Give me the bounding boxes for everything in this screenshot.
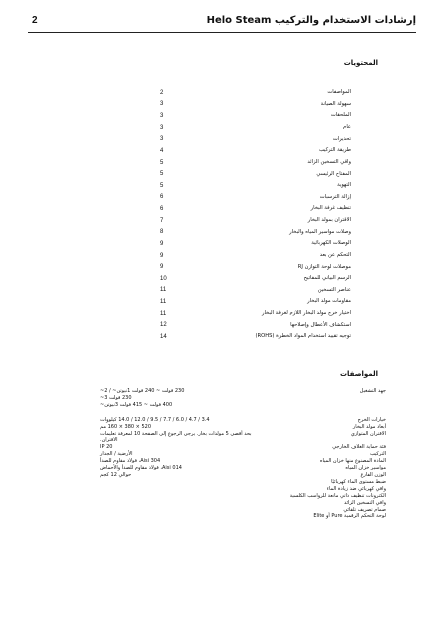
toc-page-number: 6 (160, 194, 164, 201)
toc-entry[interactable] (160, 273, 351, 285)
toc-entry[interactable] (160, 285, 351, 297)
toc-page-number: 3 (160, 136, 164, 143)
toc-label: توجيه تقييد استخدام المواد الخطرة (ROHS) (255, 333, 351, 340)
toc-page-number: 12 (160, 322, 167, 329)
spec-label: أبعاد مولد البخار (352, 423, 386, 430)
spec-label: مواسير خزان المياه (345, 465, 386, 472)
toc-entry[interactable] (160, 192, 351, 204)
spec-label: الكترونات تنظيف ذاتي مانعة للرواسب الكلسية (289, 492, 386, 499)
toc-label: عناصر التسخين (317, 286, 351, 293)
toc-label: سهولة الصيانة (320, 100, 351, 107)
spec-label: فئة حماية الغلاف الخارجي (332, 444, 386, 451)
toc-label: الملحقات (330, 112, 351, 119)
spec-row (100, 431, 386, 438)
toc-page-number: 11 (160, 310, 167, 317)
spec-row (100, 417, 386, 424)
spec-row (100, 472, 386, 479)
toc-label: تحذيرات (332, 135, 351, 142)
toc-entry[interactable] (160, 110, 351, 122)
spec-value: حوالي 12 كجم (100, 471, 132, 478)
spec-value: 520 × 380 × 160 مم (100, 423, 151, 430)
toc-entry[interactable] (160, 180, 351, 192)
header-title: إرشادات الاستخدام والتركيب Helo Steam (206, 15, 416, 26)
toc-page-number: 11 (160, 299, 167, 306)
toc-entry[interactable] (160, 215, 351, 227)
toc-page-number: 2 (160, 89, 164, 96)
spec-row (100, 437, 386, 444)
toc-page-number: 7 (160, 217, 164, 224)
spec-label: صمام تصريف تلقائي (343, 506, 386, 513)
toc-label: طريقة التركيب (318, 147, 351, 154)
toc-page-number: 8 (160, 229, 164, 236)
toc-label: الاقتران بمولد البخار (307, 217, 351, 224)
toc-page-number: 5 (160, 159, 164, 166)
toc-label: وصلات مواسير المياه والبخار (289, 228, 351, 235)
toc-label: التهوية (337, 182, 351, 189)
toc-entry[interactable] (160, 261, 351, 273)
spec-row (100, 444, 386, 451)
toc-entry[interactable] (160, 296, 351, 308)
toc-page-number: 4 (160, 147, 164, 154)
spec-row (100, 500, 386, 507)
spec-label: واقي كهربائي ضد زيادة الماء (326, 485, 386, 492)
toc-entry[interactable] (160, 157, 351, 169)
spec-label: جهد التشغيل (359, 388, 386, 394)
toc-label: إزالة الترسبات (319, 193, 351, 200)
toc-entry[interactable] (160, 250, 351, 262)
toc-label: اختيار خرج مولد البخار اللازم لغرفة البخار (261, 310, 351, 317)
toc-page-number: 6 (160, 206, 164, 213)
toc-entry[interactable] (160, 320, 351, 332)
toc-entry[interactable] (160, 145, 351, 157)
toc-label: المواصفات (327, 89, 351, 96)
spec-value: 400 فولت ~ 415 فولت 3نيوتن~ (100, 401, 173, 408)
specs-title: المواصفات (340, 370, 378, 378)
spec-label: ضبط مستوى الماء كهربائيًا (331, 478, 386, 485)
specifications (100, 388, 386, 528)
toc-page-number: 9 (160, 264, 164, 271)
spec-block (100, 417, 386, 521)
spec-row (100, 388, 386, 395)
spec-label: الاقتران المتوازي (350, 430, 386, 437)
spec-label: واقي التسخين الزائد (343, 499, 386, 506)
table-of-contents (160, 87, 351, 343)
toc-entry[interactable] (160, 331, 351, 343)
toc-label: الوصلات الكهربائية (311, 240, 351, 247)
spec-label: خيارات الخرج (357, 416, 386, 423)
spec-row (100, 424, 386, 431)
toc-page-number: 5 (160, 182, 164, 189)
toc-page-number: 3 (160, 101, 164, 108)
toc-page-number: 10 (160, 275, 167, 282)
toc-entry[interactable] (160, 99, 351, 111)
toc-label: موصلات لوحة التوازن RJ (297, 263, 351, 270)
toc-entry[interactable] (160, 203, 351, 215)
toc-page-number: 9 (160, 252, 164, 259)
toc-title: المحتويات (343, 59, 378, 67)
spec-value: بحد أقصى 5 مولدات بخار. يرجى الرجوع إلى الصفحة 10 لمعرفة تعليمات (100, 430, 252, 437)
spec-row (100, 493, 386, 500)
spec-row (100, 479, 386, 486)
toc-entry[interactable] (160, 87, 351, 99)
page-header (28, 12, 416, 33)
spec-value: 3.4 / 4.7 / 6.0 / 7.7 / 9.5 / 12.0 / 14.0 كيلووات (100, 416, 210, 423)
spec-row (100, 513, 386, 520)
toc-label: تنظيف غرفة البخار (310, 205, 351, 212)
spec-block (100, 388, 386, 409)
toc-entry[interactable] (160, 168, 351, 180)
page-number: 2 (32, 15, 38, 26)
toc-label: عام (343, 124, 351, 131)
toc-entry[interactable] (160, 308, 351, 320)
toc-page-number: 9 (160, 240, 164, 247)
toc-page-number: 14 (160, 333, 167, 340)
toc-entry[interactable] (160, 122, 351, 134)
toc-label: واقي التسخين الزائد (307, 158, 351, 165)
spec-value: الأرضية / الجدار (100, 451, 133, 458)
spec-label: لوحة التحكم الرقمية Pure أو Elite (313, 513, 386, 520)
toc-page-number: 11 (160, 287, 167, 294)
spec-value: Aisi 304، فولاذ مقاوم للصدأ (100, 458, 161, 465)
spec-value: Aisi 014، فولاذ مقاوم للصدأ والأحماض (100, 465, 182, 472)
spec-label: المادة المصنوع منها خزان المياه (319, 458, 386, 465)
toc-label: استكشاف الأعطال وإصلاحها (290, 321, 351, 328)
toc-page-number: 5 (160, 171, 164, 178)
spec-label: التركيب (370, 451, 386, 458)
spec-value: الاقتران. (100, 437, 118, 444)
toc-label: الرسم البياني للمفاتيح (303, 275, 351, 282)
spec-value: 230 فولت ~ 240 فولت 1نيوتن~ / 2~ (100, 388, 185, 394)
toc-page-number: 3 (160, 124, 164, 131)
toc-label: التحكم عن بعد (319, 251, 351, 258)
toc-entry[interactable] (160, 134, 351, 146)
toc-page-number: 3 (160, 113, 164, 120)
spec-row (100, 395, 386, 402)
spec-value: IP 20 (100, 444, 113, 451)
spec-row (100, 402, 386, 409)
spec-label: الوزن الفارغ (360, 471, 386, 478)
toc-label: مقاومات مولد البخار (307, 298, 351, 305)
toc-entry[interactable] (160, 227, 351, 239)
spec-value: 230 فولت 3~ (100, 394, 132, 401)
spec-row (100, 465, 386, 472)
spec-row (100, 486, 386, 493)
toc-label: المفتاح الرئيسي (316, 170, 351, 177)
toc-entry[interactable] (160, 238, 351, 250)
